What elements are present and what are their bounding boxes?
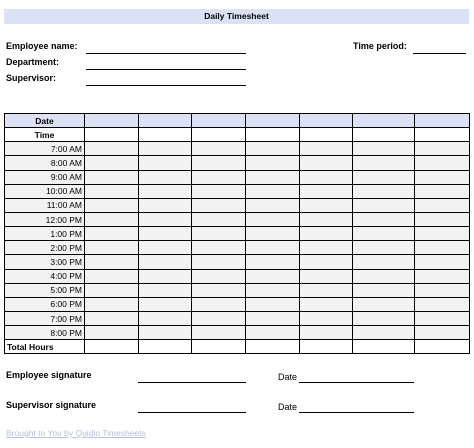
time-row-label: 4:00 PM	[5, 269, 85, 283]
time-row-cell[interactable]	[246, 283, 300, 297]
timesheet-grid	[4, 113, 469, 354]
time-row-cell[interactable]	[85, 283, 139, 297]
time-row-cell[interactable]	[139, 170, 192, 184]
time-row-cell[interactable]	[246, 184, 300, 198]
time-row-cell[interactable]	[139, 255, 192, 269]
time-header-row-cell[interactable]	[246, 128, 300, 142]
date-row-cell[interactable]	[85, 114, 139, 128]
time-row-cell[interactable]	[85, 326, 139, 340]
time-row-label: 7:00 PM	[5, 311, 85, 325]
time-row	[5, 326, 470, 340]
time-row-cell[interactable]	[85, 255, 139, 269]
time-header-row-cell[interactable]	[192, 128, 246, 142]
time-row	[5, 255, 470, 269]
time-row-cell[interactable]	[85, 269, 139, 283]
time-row-cell[interactable]	[246, 170, 300, 184]
time-row-cell[interactable]	[415, 142, 470, 156]
time-row	[5, 227, 470, 241]
time-row-cell[interactable]	[192, 212, 246, 226]
time-row	[5, 142, 470, 156]
time-row-cell[interactable]	[415, 227, 470, 241]
time-row-cell[interactable]	[85, 212, 139, 226]
employee-signature-field[interactable]	[138, 382, 246, 383]
time-row	[5, 198, 470, 212]
time-row-label: 9:00 AM	[5, 170, 85, 184]
time-row-cell[interactable]	[415, 269, 470, 283]
time-row-cell[interactable]	[300, 156, 353, 170]
time-row-cell[interactable]	[139, 326, 192, 340]
time-row-cell[interactable]	[353, 283, 415, 297]
time-row-cell[interactable]	[139, 283, 192, 297]
time-row-cell[interactable]	[353, 156, 415, 170]
time-row-cell[interactable]	[139, 241, 192, 255]
time-row-cell[interactable]	[139, 142, 192, 156]
time-header-row	[5, 128, 470, 142]
employee-date-field[interactable]	[299, 382, 414, 383]
time-row-cell[interactable]	[353, 227, 415, 241]
time-row-cell[interactable]	[353, 241, 415, 255]
quidlo-link[interactable]: Brought to You by Quidlo Timesheets	[6, 428, 146, 438]
time-row-cell[interactable]	[300, 170, 353, 184]
time-row-cell[interactable]	[246, 326, 300, 340]
time-row-cell[interactable]	[353, 142, 415, 156]
time-row-cell[interactable]	[353, 184, 415, 198]
timesheet-title: Daily Timesheet	[4, 9, 469, 24]
time-header-row-cell[interactable]	[139, 128, 192, 142]
employee-name-label: Employee name:	[6, 41, 78, 51]
time-row-cell[interactable]	[85, 184, 139, 198]
time-row-cell[interactable]	[415, 311, 470, 325]
time-row-cell[interactable]	[300, 184, 353, 198]
time-row-label: 5:00 PM	[5, 283, 85, 297]
time-row	[5, 212, 470, 226]
time-row-cell[interactable]	[300, 283, 353, 297]
time-row-cell[interactable]	[300, 241, 353, 255]
time-row	[5, 269, 470, 283]
time-row-cell[interactable]	[353, 255, 415, 269]
time-row-cell[interactable]	[85, 227, 139, 241]
time-row-cell[interactable]	[353, 198, 415, 212]
time-header-row-cell[interactable]	[353, 128, 415, 142]
employee-date-label: Date	[278, 372, 298, 382]
employee-name-field[interactable]	[86, 53, 246, 54]
time-row-cell[interactable]	[415, 255, 470, 269]
time-row-cell[interactable]	[300, 326, 353, 340]
supervisor-date-field[interactable]	[299, 412, 414, 413]
time-row-label: 11:00 AM	[5, 198, 85, 212]
time-row-cell[interactable]	[192, 311, 246, 325]
date-row-label: Date	[5, 114, 85, 128]
time-row-cell[interactable]	[85, 297, 139, 311]
date-row-cell[interactable]	[139, 114, 192, 128]
time-row-cell[interactable]	[246, 212, 300, 226]
time-row-cell[interactable]	[192, 255, 246, 269]
time-row-cell[interactable]	[246, 311, 300, 325]
time-row-cell[interactable]	[85, 156, 139, 170]
department-field[interactable]	[86, 69, 246, 70]
time-row-cell[interactable]	[139, 311, 192, 325]
total-hours-row-cell[interactable]	[353, 340, 415, 354]
time-row-cell[interactable]	[192, 184, 246, 198]
time-row-cell[interactable]	[246, 156, 300, 170]
time-row-cell[interactable]	[300, 311, 353, 325]
time-row-cell[interactable]	[300, 142, 353, 156]
time-row-cell[interactable]	[300, 198, 353, 212]
time-row-cell[interactable]	[246, 241, 300, 255]
time-row-cell[interactable]	[139, 156, 192, 170]
time-row-label: 8:00 PM	[5, 326, 85, 340]
time-row-cell[interactable]	[192, 142, 246, 156]
time-period-label: Time period:	[353, 41, 407, 51]
time-row-cell[interactable]	[415, 283, 470, 297]
time-row-cell[interactable]	[415, 198, 470, 212]
time-row-cell[interactable]	[300, 255, 353, 269]
time-row-cell[interactable]	[139, 227, 192, 241]
total-hours-row-cell[interactable]	[192, 340, 246, 354]
time-row	[5, 184, 470, 198]
time-row-cell[interactable]	[85, 198, 139, 212]
total-hours-row-cell[interactable]	[85, 340, 139, 354]
time-row-cell[interactable]	[139, 269, 192, 283]
time-row-label: 6:00 PM	[5, 297, 85, 311]
time-header-row-cell[interactable]	[415, 128, 470, 142]
date-row-cell[interactable]	[246, 114, 300, 128]
date-row-cell[interactable]	[300, 114, 353, 128]
time-row-cell[interactable]	[192, 269, 246, 283]
time-row-cell[interactable]	[353, 170, 415, 184]
time-row-label: 2:00 PM	[5, 241, 85, 255]
time-row-cell[interactable]	[139, 184, 192, 198]
date-row-cell[interactable]	[415, 114, 470, 128]
total-hours-row	[5, 340, 470, 354]
time-row	[5, 297, 470, 311]
time-row-cell[interactable]	[85, 311, 139, 325]
time-row-cell[interactable]	[300, 212, 353, 226]
time-row-label: 3:00 PM	[5, 255, 85, 269]
time-row-cell[interactable]	[246, 142, 300, 156]
time-row-cell[interactable]	[353, 311, 415, 325]
time-row-cell[interactable]	[246, 269, 300, 283]
time-row-cell[interactable]	[85, 241, 139, 255]
time-row-cell[interactable]	[246, 255, 300, 269]
time-row-cell[interactable]	[139, 297, 192, 311]
employee-signature-label: Employee signature	[6, 370, 92, 380]
time-period-field[interactable]	[413, 53, 466, 54]
time-row-cell[interactable]	[192, 326, 246, 340]
time-row-label: 1:00 PM	[5, 227, 85, 241]
time-row-label: 8:00 AM	[5, 156, 85, 170]
time-row-cell[interactable]	[246, 227, 300, 241]
date-row	[5, 114, 470, 128]
time-row	[5, 156, 470, 170]
time-row-cell[interactable]	[192, 156, 246, 170]
time-row	[5, 283, 470, 297]
time-row-label: 7:00 AM	[5, 142, 85, 156]
time-row-cell[interactable]	[192, 227, 246, 241]
total-hours-row-label: Total Hours	[5, 340, 85, 354]
time-header-row-label: Time	[5, 128, 85, 142]
time-row	[5, 241, 470, 255]
time-row-cell[interactable]	[192, 198, 246, 212]
time-row-cell[interactable]	[85, 142, 139, 156]
time-row-cell[interactable]	[415, 212, 470, 226]
time-row-cell[interactable]	[300, 227, 353, 241]
time-row-cell[interactable]	[139, 212, 192, 226]
time-row-cell[interactable]	[192, 283, 246, 297]
supervisor-date-label: Date	[278, 402, 298, 412]
time-row-cell[interactable]	[415, 170, 470, 184]
time-row-cell[interactable]	[353, 297, 415, 311]
time-row-cell[interactable]	[246, 198, 300, 212]
time-row-cell[interactable]	[246, 297, 300, 311]
time-row-cell[interactable]	[415, 297, 470, 311]
total-hours-row-cell[interactable]	[139, 340, 192, 354]
time-row-cell[interactable]	[415, 241, 470, 255]
date-row-cell[interactable]	[353, 114, 415, 128]
time-row-label: 10:00 AM	[5, 184, 85, 198]
date-row-cell[interactable]	[192, 114, 246, 128]
time-header-row-cell[interactable]	[85, 128, 139, 142]
supervisor-signature-field[interactable]	[138, 412, 246, 413]
time-row-cell[interactable]	[353, 269, 415, 283]
supervisor-field[interactable]	[86, 85, 246, 86]
time-row-cell[interactable]	[300, 269, 353, 283]
supervisor-label: Supervisor:	[6, 73, 57, 83]
time-row	[5, 170, 470, 184]
department-label: Department:	[6, 57, 60, 67]
time-row-cell[interactable]	[353, 212, 415, 226]
total-hours-row-cell[interactable]	[415, 340, 470, 354]
time-row-cell[interactable]	[192, 241, 246, 255]
total-hours-row-cell[interactable]	[246, 340, 300, 354]
time-row	[5, 311, 470, 325]
total-hours-row-cell[interactable]	[300, 340, 353, 354]
time-row-cell[interactable]	[192, 170, 246, 184]
time-header-row-cell[interactable]	[300, 128, 353, 142]
time-row-cell[interactable]	[300, 297, 353, 311]
time-row-cell[interactable]	[139, 198, 192, 212]
time-row-cell[interactable]	[415, 326, 470, 340]
supervisor-signature-label: Supervisor signature	[6, 400, 97, 410]
time-row-cell[interactable]	[353, 326, 415, 340]
time-row-cell[interactable]	[192, 297, 246, 311]
time-row-cell[interactable]	[85, 170, 139, 184]
time-row-cell[interactable]	[415, 156, 470, 170]
time-row-label: 12:00 PM	[5, 212, 85, 226]
time-row-cell[interactable]	[415, 184, 470, 198]
